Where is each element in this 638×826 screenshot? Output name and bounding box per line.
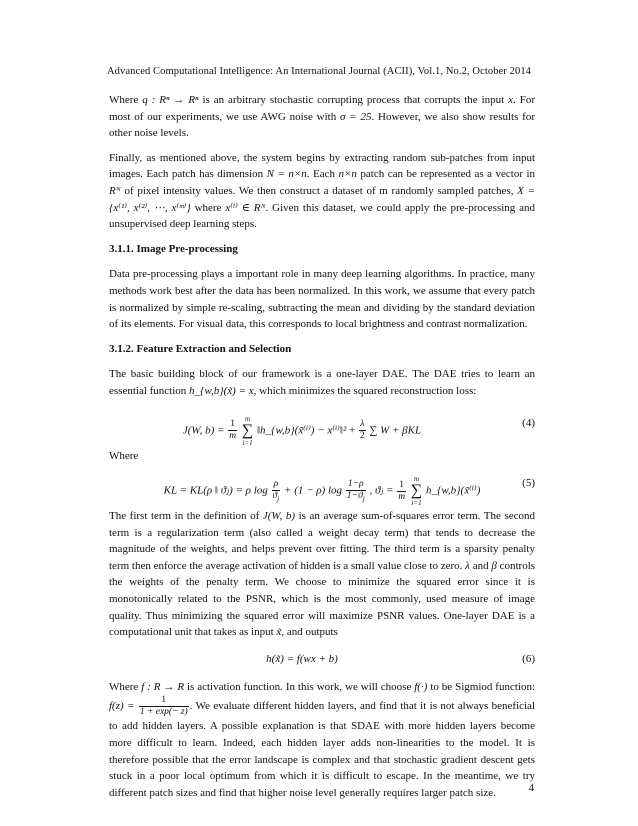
equation-4: J(W, b) = $\frac{1}{m}$ m ∑ i=1 ‖h_{w,b}(x̃⁽ⁱ⁾) − x⁽ⁱ⁾‖² + $\frac{\lambda}{2}$ ∑ W + βKL (4): [182, 414, 535, 447]
equation-5: KL = KL(ρ ‖ ϑⱼ) = ρ log $\frac{\rho}{ϑ_j}$ + (1 − ρ) log $\frac{1-\rho}{1-ϑ_j}$ , ϑⱼ = $\frac{1}{m}$ m ∑ i=1 h_{w,b}(x̃⁽ⁱ⁾) (5): [163, 475, 535, 508]
page-number: 4: [528, 782, 534, 794]
equation-6: h(x̃) = f(wx + b) (6): [109, 649, 535, 673]
paragraph-dae: The basic building block of our framework is a one-layer DAE. The DAE tries to learn an essential function h_{w,b}(x̃) = x, which minimizes the squared reconstruction loss:: [109, 368, 535, 397]
paragraph-patches: Finally, as mentioned above, the system begins by extracting random sub-patches from input images. Each patch has dimension N = n×n. Each n×n patch can be represented as a vector in Rᴺ of pixel intensity values. We then construct a dataset of m randomly sampled patches, X = {x⁽¹⁾, x⁽²⁾, ⋯, x⁽ᵐ⁾} where x⁽ⁱ⁾ ∈ Rᴺ. Given this dataset, we could apply the pre-processing and unsupervised deep learning steps.: [109, 151, 536, 231]
summation: m ∑ i=1: [241, 414, 254, 447]
paragraph-terms: The first term in the definition of J(W, b) is an average sum-of-squares error term. The second term is a regularization term (also called a weight decay term) that tends to decrease the magnitude of the weights, and helps prevent over fitting. The third term is a sparsity penalty term then enforce the average activation of hidden is a small value close to zero. λ and β controls the weights of the penalty term. We choose to minimize the squared error since it is monotonically related to the PSNR, which is the most commonly, used measure of image quality. Thus minimizing the squared error will maximize PSNR values. One-layer DAE is a computational unit that takes as input x̃, and outputs: [109, 510, 536, 639]
paragraph-preprocessing: Data pre-processing plays a important role in many deep learning algorithms. In practice, many methods work best after the data has been normalized. In this work, we assume that every patch is normalized by simple re-scaling, subtracting the mean and dividing by the standard deviation of its elements. For visual data, this corresponds to local brightness and contrast normalization.: [109, 268, 535, 331]
section-heading-feature-extraction: 3.1.2. Feature Extraction and Selection: [109, 342, 292, 355]
body-text: [109, 92, 535, 809]
journal-header: Advanced Computational Intelligence: An International Journal (ACII), Vol.1, No.2, October 2014: [106, 66, 532, 77]
where-label: Where: [109, 449, 139, 462]
paragraph-noise: Where q : Rⁿ → Rⁿ is an arbitrary stochastic corrupting process that corrupts the input x. For most of our experiments, we use AWG noise with σ = 25. However, we also show results for other noise levels.: [109, 94, 536, 140]
fraction-1-over-m: $\frac{1}{m}$: [229, 419, 237, 441]
equation-number: (5): [522, 477, 535, 490]
sigmoid-fraction: $\frac{1}{1 + \exp(- z)}$: [139, 695, 188, 718]
section-heading-preprocessing: 3.1.1. Image Pre-processing: [109, 242, 238, 255]
equation-number: (6): [522, 652, 535, 665]
paragraph-activation: Where f : R → R is activation function. In this work, we will choose f(·) to be Sigmiod function: f(z) = $\frac{1}{1 + \exp(- z)}$ . We evaluate different hidden layers, and find that it is not always beneficial to add hidden layers. A possible explanation is that SDAE with more hidden layers become more difficult to learn. Indeed, each hidden layer adds non-linearities to the model. It is therefore possible that the error landscape is complex and that stochastic gradient descent gets stuck in a poor local optimum from which it is difficult to escape. In the meantime, we try different patch sizes and find that higher noise level generally requires larger patch size.: [109, 680, 536, 799]
fraction-lambda-over-2: $\frac{\lambda}{2}$: [359, 419, 365, 441]
equation-number: (4): [522, 416, 535, 429]
